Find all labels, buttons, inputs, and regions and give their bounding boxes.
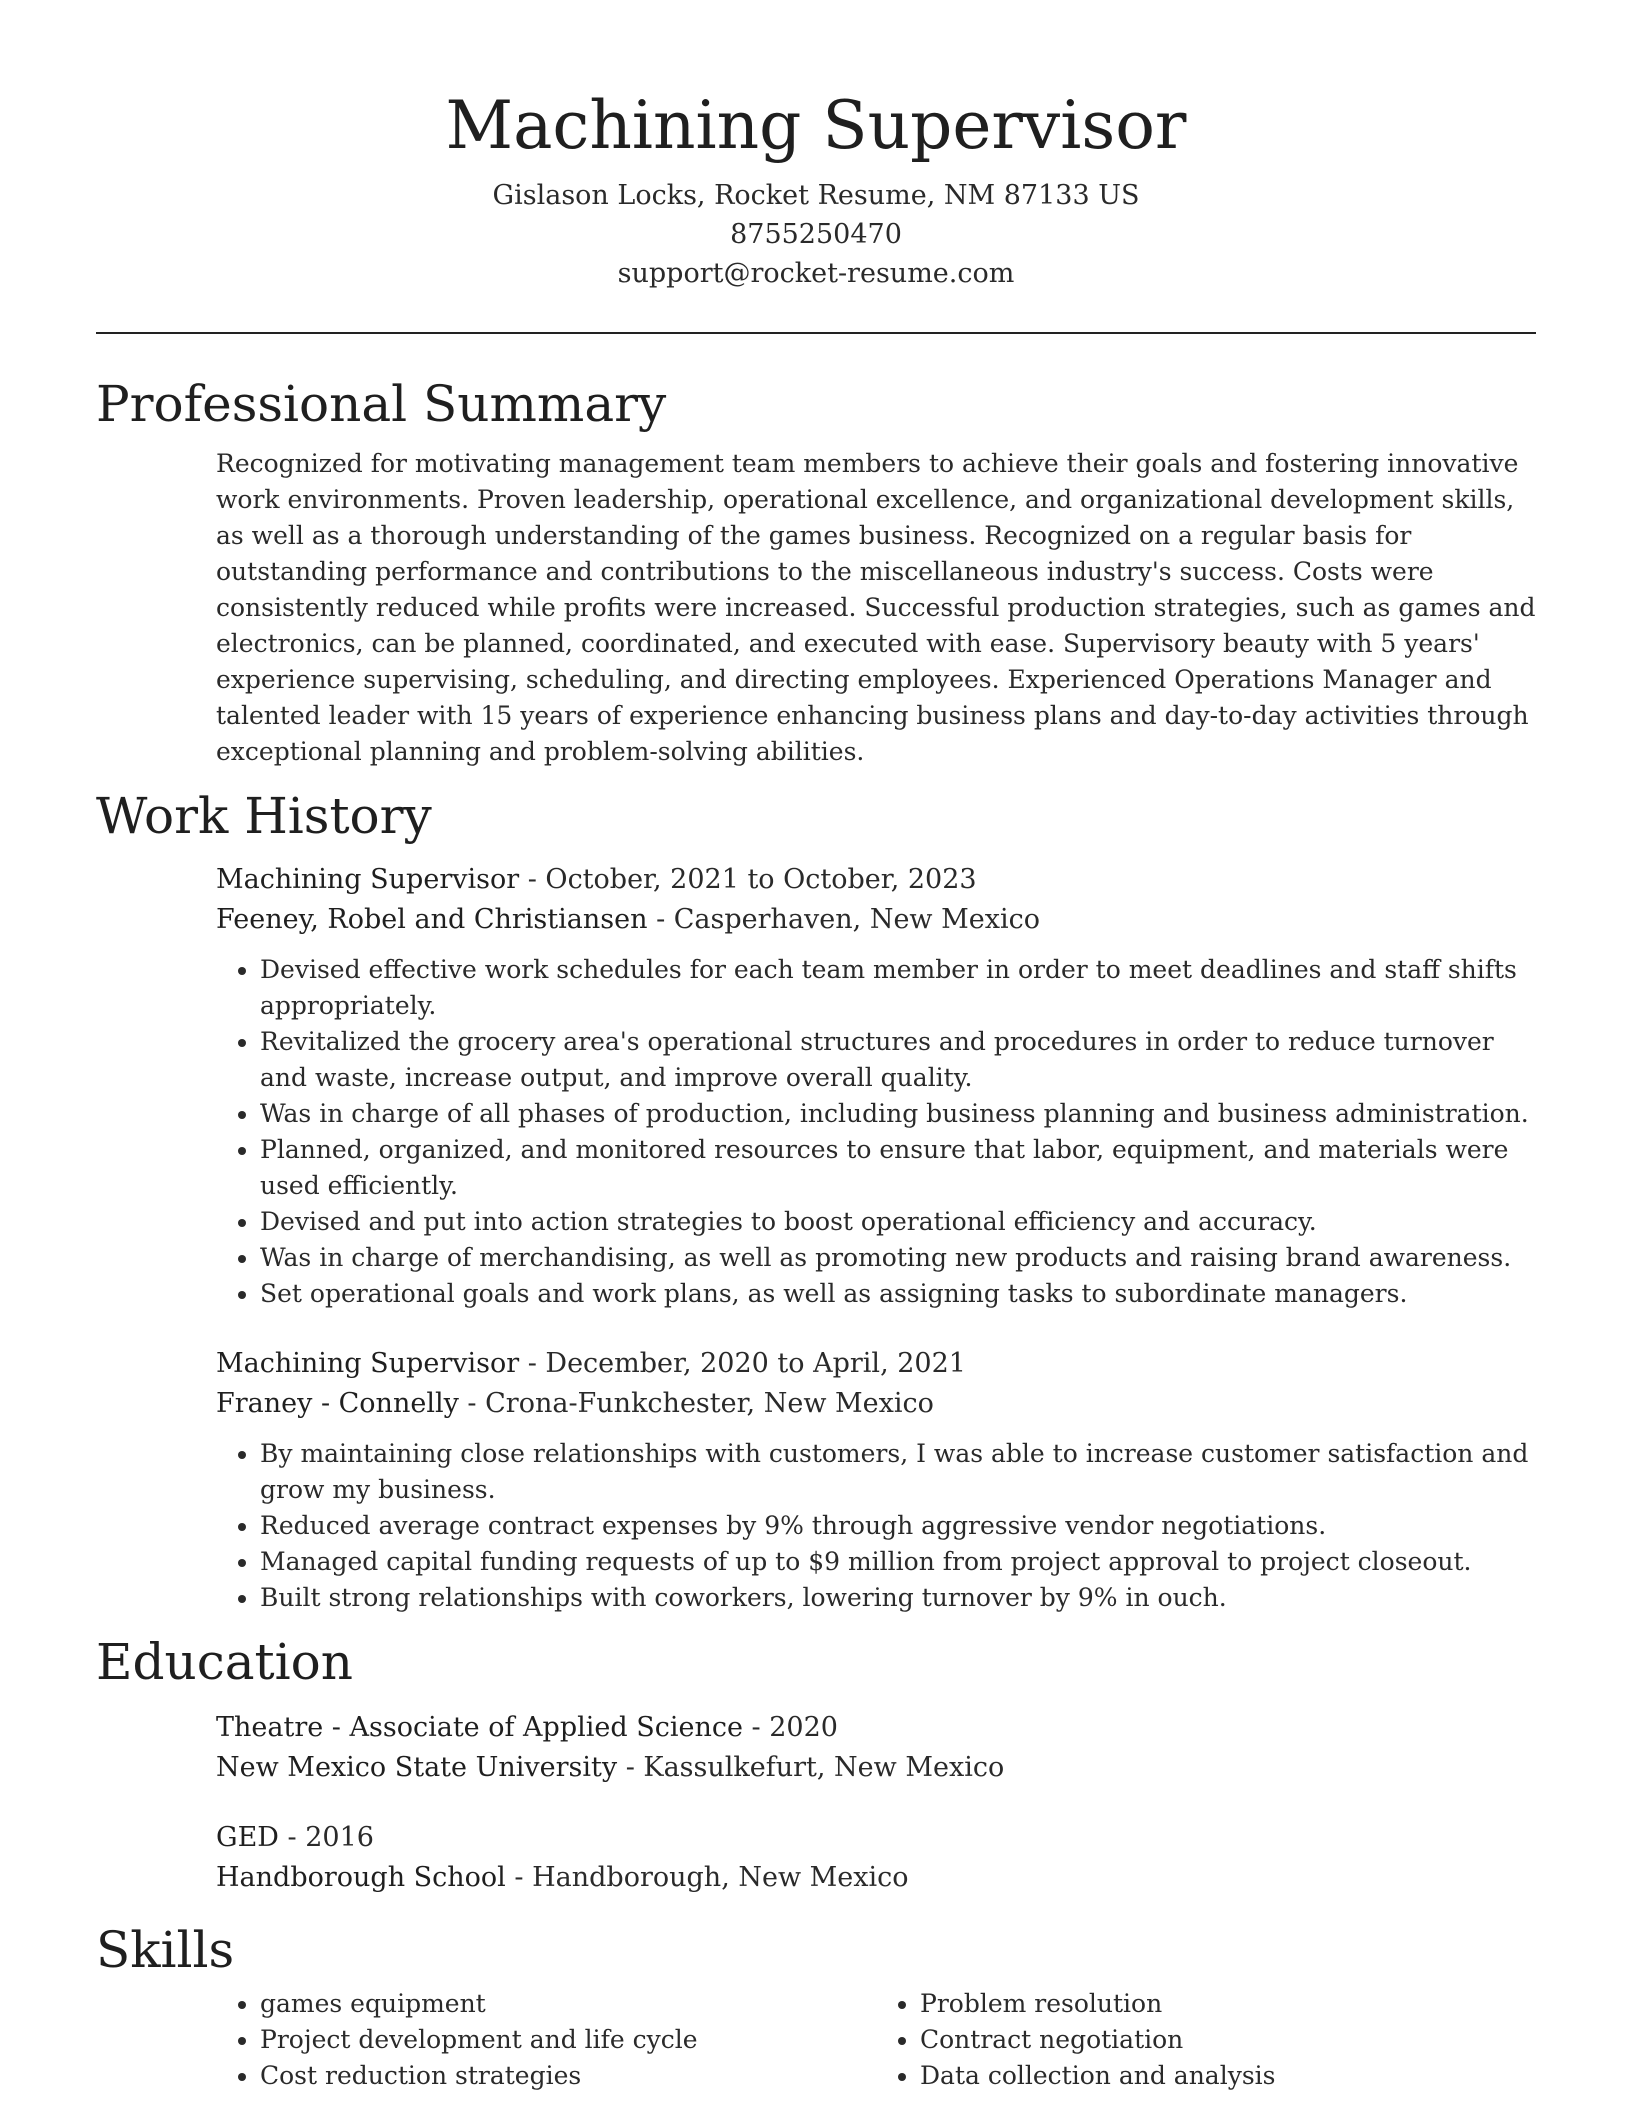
- header-divider: [96, 332, 1536, 334]
- resume-page: [96, 0, 1536, 2094]
- skills-column-left: [216, 1986, 876, 2094]
- skill-item: • Problem resolution: [920, 1986, 1536, 2022]
- job-entry: [216, 1344, 1536, 1616]
- job-duty: • Devised and put into action strategies to boost operational efficiency and accuracy.: [260, 1204, 1536, 1240]
- summary-heading: Professional Summary: [96, 375, 667, 433]
- education-location: - Handborough, New Mexico: [505, 1862, 909, 1893]
- job-location: - Casperhaven, New Mexico: [647, 904, 1040, 935]
- job-duty: • Managed capital funding requests of up to $9 million from project approval to project closeout.: [260, 1544, 1536, 1580]
- skill-item: • Contract negotiation: [920, 2022, 1536, 2058]
- summary-section: [216, 446, 1536, 770]
- contact-block: [96, 176, 1536, 293]
- education-entry: [216, 1708, 1536, 1788]
- skills-heading: Skills: [96, 1921, 235, 1979]
- job-duty: • Was in charge of all phases of production, including business planning and business administration.: [260, 1096, 1536, 1132]
- job-title: Machining Supervisor: [216, 864, 520, 895]
- job-duty: • Reduced average contract expenses by 9% through aggressive vendor negotiations.: [260, 1508, 1536, 1544]
- contact-email: support@rocket-resume.com: [617, 258, 1015, 289]
- job-duty: • Was in charge of merchandising, as well as promoting new products and raising brand awareness.: [260, 1240, 1536, 1276]
- job-title: Machining Supervisor: [216, 1348, 520, 1379]
- education-year: - 2016: [278, 1822, 374, 1853]
- education-degree: Theatre - Associate of Applied Science: [216, 1712, 743, 1743]
- contact-address: Gislason Locks, Rocket Resume, NM 87133 US: [492, 180, 1140, 211]
- job-company-line: [216, 1384, 1536, 1424]
- resume-header: [96, 0, 1536, 293]
- job-duty: • Devised effective work schedules for each team member in order to meet deadlines and staff shifts appropriately.: [260, 952, 1536, 1024]
- contact-phone: 8755250470: [730, 219, 902, 250]
- job-dates: - December, 2020 to April, 2021: [519, 1348, 966, 1379]
- skills-column-right: [876, 1986, 1536, 2094]
- education-school-line: [216, 1858, 1536, 1898]
- education-degree: GED: [216, 1822, 279, 1853]
- work-history-heading: Work History: [96, 787, 432, 845]
- education-year: - 2020: [742, 1712, 838, 1743]
- job-title-line: [216, 860, 1536, 900]
- education-degree-line: [216, 1708, 1536, 1748]
- job-duty: • By maintaining close relationships with customers, I was able to increase customer satisfaction and grow my business.: [260, 1436, 1536, 1508]
- job-duty: • Built strong relationships with coworkers, lowering turnover by 9% in ouch.: [260, 1580, 1536, 1616]
- job-duty: • Revitalized the grocery area's operational structures and procedures in order to reduce turnover and waste, increase output, and improve overall quality.: [260, 1024, 1536, 1096]
- job-title-line: [216, 1344, 1536, 1384]
- job-company-line: [216, 900, 1536, 940]
- education-school: New Mexico State University: [216, 1752, 618, 1783]
- skill-item: • games equipment: [260, 1986, 876, 2022]
- skill-item: • Cost reduction strategies: [260, 2058, 876, 2094]
- job-dates: - October, 2021 to October, 2023: [519, 864, 977, 895]
- education-degree-line: [216, 1818, 1536, 1858]
- education-location: - Kassulkefurt, New Mexico: [617, 1752, 1005, 1783]
- education-entry: [216, 1818, 1536, 1898]
- job-duty: • Planned, organized, and monitored resources to ensure that labor, equipment, and materials were used efficiently.: [260, 1132, 1536, 1204]
- education-school-line: [216, 1748, 1536, 1788]
- summary-text: Recognized for motivating management team members to achieve their goals and fostering innovative work environments. Proven leadership, operational excellence, and organizational development skills, as well as a thorough understanding of the games business. Recognized on a regular basis for outstanding performance and contributions to the miscellaneous industry's success. Costs were consistently reduced while profits were increased. Successful production strategies, such as games and electronics, can be planned, coordinated, and executed with ease. Supervisory beauty with 5 years' experience supervising, scheduling, and directing employees. Experienced Operations Manager and talented leader with 15 years of experience enhancing business plans and day-to-day activities through exceptional planning and problem-solving abilities.: [216, 449, 1536, 766]
- skill-item: • Data collection and analysis: [920, 2058, 1536, 2094]
- education-school: Handborough School: [216, 1862, 506, 1893]
- job-duties-list: [216, 952, 1536, 1312]
- job-duties-list: [216, 1436, 1536, 1616]
- skills-list: [216, 1986, 1536, 2094]
- skill-item: • Project development and life cycle: [260, 2022, 876, 2058]
- job-company: Franey - Connelly: [216, 1388, 459, 1419]
- job-duty: • Set operational goals and work plans, as well as assigning tasks to subordinate managers.: [260, 1276, 1536, 1312]
- job-company: Feeney, Robel and Christiansen: [216, 904, 648, 935]
- job-location: - Crona-Funkchester, New Mexico: [458, 1388, 934, 1419]
- candidate-name: Machining Supervisor: [445, 87, 1187, 164]
- education-heading: Education: [96, 1633, 353, 1691]
- job-entry: [216, 860, 1536, 1312]
